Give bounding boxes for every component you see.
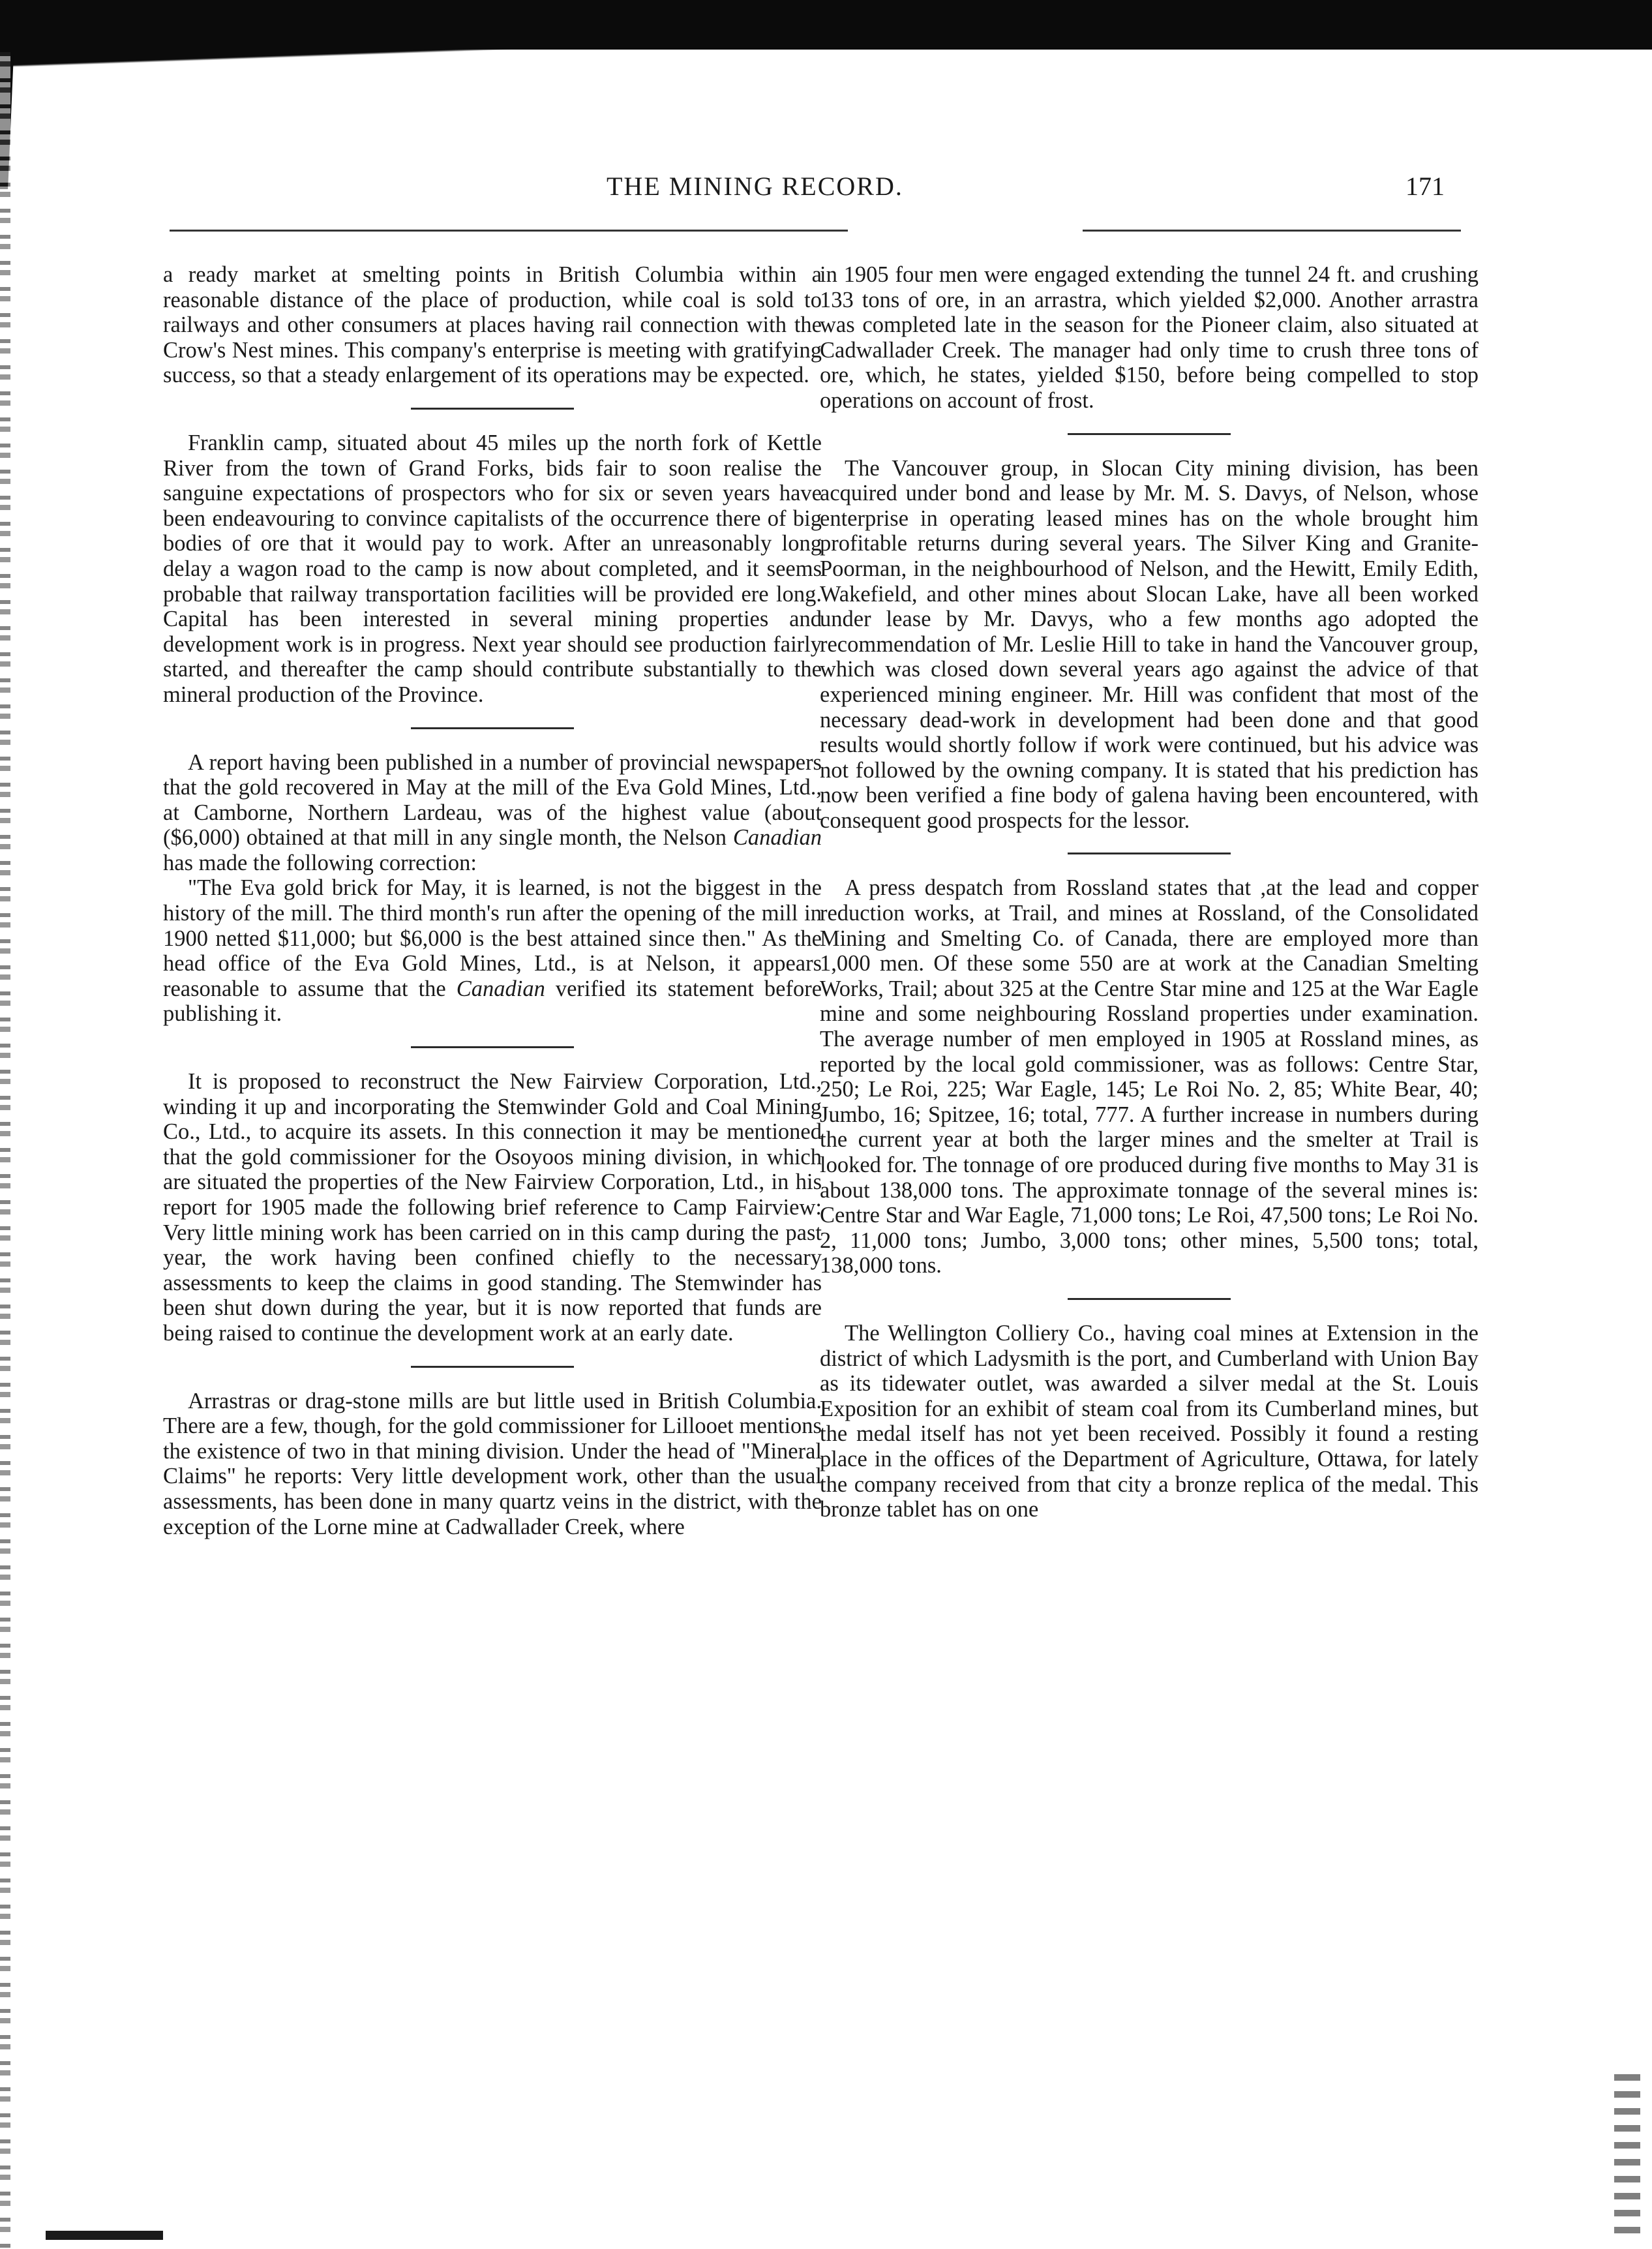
scan-edge-right-marks — [1614, 2074, 1640, 2244]
paragraph-rossland-despatch: A press despatch from Rossland states that ,at the lead and copper reduction works, at Trail, and mines at Rossland, of the Consolidated Mining and Smelting Co. of Canada, there are employed more than 1,000 men. Of these some 550 are at work at the Canadian Smelting Works, Trail; about 325 at the Centre Star mine and 125 at the War Eagle mine and some neighbouring Rossland properties under examination. The average number of men employed in 1905 at Rossland mines, as reported by the local gold commissioner, was as follows: Centre Star, 250; Le Roi, 225; War Eagle, 145; Le Roi No. 2, 85; White Bear, 40; Jumbo, 16; Spitzee, 16; total, 777. A further increase in numbers during the current year at both the larger mines and the smelter at Trail is looked for. The tonnage of ore produced during five months to May 31 is about 138,000 tons. The approximate tonnage of the several mines is: Centre Star and War Eagle, 71,000 tons; Le Roi, 47,500 tons; Le Roi No. 2, 11,000 tons; Jumbo, 3,000 tons; other mines, 5,500 tons; total, 138,000 tons. — [820, 875, 1479, 1278]
header-rule-left — [170, 230, 848, 232]
paragraph-new-fairview: It is proposed to reconstruct the New Fairview Corporation, Ltd., winding it up and incorporating the Stemwinder Gold and Coal Mining Co., Ltd., to acquire its assets. In this connection it may be mentioned that the gold commissioner for the Osoyoos mining division, in which are situated the properties of the New Fairview Corporation, Ltd., in his report for 1905 made the following brief reference to Camp Fairview: Very little mining work has been carried on in this camp during the past year, the work having been confined chiefly to the necessary assessments to keep the claims in good standing. The Stemwinder has been shut down during the year, but it is now reported that funds are being raised to continue the development work at an early date. — [163, 1069, 822, 1346]
paragraph-arrastras-continued: in 1905 four men were engaged extending the tunnel 24 ft. and crushing 133 tons of ore, in an arrastra, which yielded $2,000. Another arrastra was completed late in the season for the Pioneer claim, also situated at Cadwallader Creek. The manager had only time to crush three tons of ore, which, he states, yielded $150, before being compelled to stop operations on account of frost. — [820, 262, 1479, 413]
text-segment: A report having been published in a number of provincial newspapers that the gold recovered in May at the mill of the Eva Gold Mines, Ltd., at Camborne, Northern Lardeau, was of the highest value (about ($6,000) obtained at that mill in any single month, the Nelson — [163, 749, 822, 851]
page-number: 171 — [1405, 172, 1445, 201]
text-segment: verified its statement before publishing it. — [163, 976, 822, 1027]
section-separator — [411, 408, 574, 410]
left-column — [163, 262, 822, 1539]
paragraph-eva-gold-quote — [163, 875, 822, 1027]
paragraph-coal-market: a ready market at smelting points in British Columbia within a reasonable distance of the place of production, while coal is sold to railways and other consumers at places having rail connection with the Crow's Nest mines. This company's enterprise is meeting with gratifying success, so that a steady enlargement of its operations may be expected. — [163, 262, 822, 388]
paragraph-franklin-camp: Franklin camp, situated about 45 miles up the north fork of Kettle River from the town of Grand Forks, bids fair to soon realise the sanguine expectations of prospectors who for six or seven years have been endeavouring to convince capitalists of the occurrence there of big bodies of ore that it would pay to work. After an unreasonably long delay a wagon road to the camp is now about completed, and it seems probable that railway transportation facilities will be provided ere long. Capital has been interested in several mining properties and development work is in progress. Next year should see production fairly started, and thereafter the camp should contribute substantially to the mineral production of the Province. — [163, 430, 822, 707]
paragraph-vancouver-group: The Vancouver group, in Slocan City mining division, has been acquired under bond and lease by Mr. M. S. Davys, of Nelson, whose enterprise in operating leased mines has on the whole brought him profitable returns during several years. The Silver King and Granite-Poorman, in the neighbourhood of Nelson, and the Hewitt, Emily Edith, Wakefield, and other mines about Slocan Lake, have all been worked under lease by Mr. Davys, who a few months ago adopted the recommendation of Mr. Leslie Hill to take in hand the Vancouver group, which was closed down several years ago against the advice of that experienced mining engineer. Mr. Hill was confident that most of the necessary dead-work in development had been done and that good results would shortly follow if work were continued, but his advice was not followed by the owning company. It is stated that his prediction has now been verified a fine body of galena having been encountered, with consequent good prospects for the lessor. — [820, 455, 1479, 833]
section-separator — [411, 1366, 574, 1368]
text-segment: has made the following correction: — [163, 850, 477, 875]
right-column — [820, 262, 1479, 1522]
scan-edge-left — [0, 52, 10, 2249]
paragraph-arrastras: Arrastras or drag-stone mills are but little used in British Columbia. There are a few, though, for the gold commissioner for Lillooet mentions the existence of two in that mining division. Under the head of "Mineral Claims" he reports: Very little development work, other than the usual assessments, has been done in many quartz veins in the district, with the exception of the Lorne mine at Cadwallader Creek, where — [163, 1388, 822, 1539]
section-separator — [1068, 433, 1231, 435]
section-separator — [411, 727, 574, 729]
running-head: THE MINING RECORD. — [607, 172, 903, 201]
paragraph-eva-gold-report — [163, 750, 822, 876]
section-separator — [411, 1046, 574, 1048]
newspaper-name: Canadian — [732, 825, 822, 851]
section-separator — [1068, 853, 1231, 854]
text-segment: "The Eva gold brick for May, it is learned, is not the biggest in the history of the mill. The third month's run after the opening of the mill in 1900 netted $11,000; but $6,000 is the best attained since then." As the head office of the Eva Gold Mines, Ltd., is at Nelson, it appears reasonable to assume that the — [163, 875, 822, 1001]
scan-edge-bottom — [46, 2231, 163, 2240]
header-rule-right — [1083, 230, 1461, 232]
paragraph-wellington-colliery: The Wellington Colliery Co., having coal mines at Extension in the district of which Ladysmith is the port, and Cumberland with Union Bay as its tidewater outlet, was awarded a silver medal at the St. Louis Exposition for an exhibit of steam coal from its Cumberland mines, but the medal itself has not yet been received. Possibly it found a resting place in the offices of the Department of Agriculture, Ottawa, for lately the company received from that city a bronze replica of the medal. This bronze tablet has on one — [820, 1320, 1479, 1522]
section-separator — [1068, 1298, 1231, 1300]
newspaper-name: Canadian — [456, 976, 545, 1001]
scan-edge-top-wedge — [0, 39, 783, 67]
